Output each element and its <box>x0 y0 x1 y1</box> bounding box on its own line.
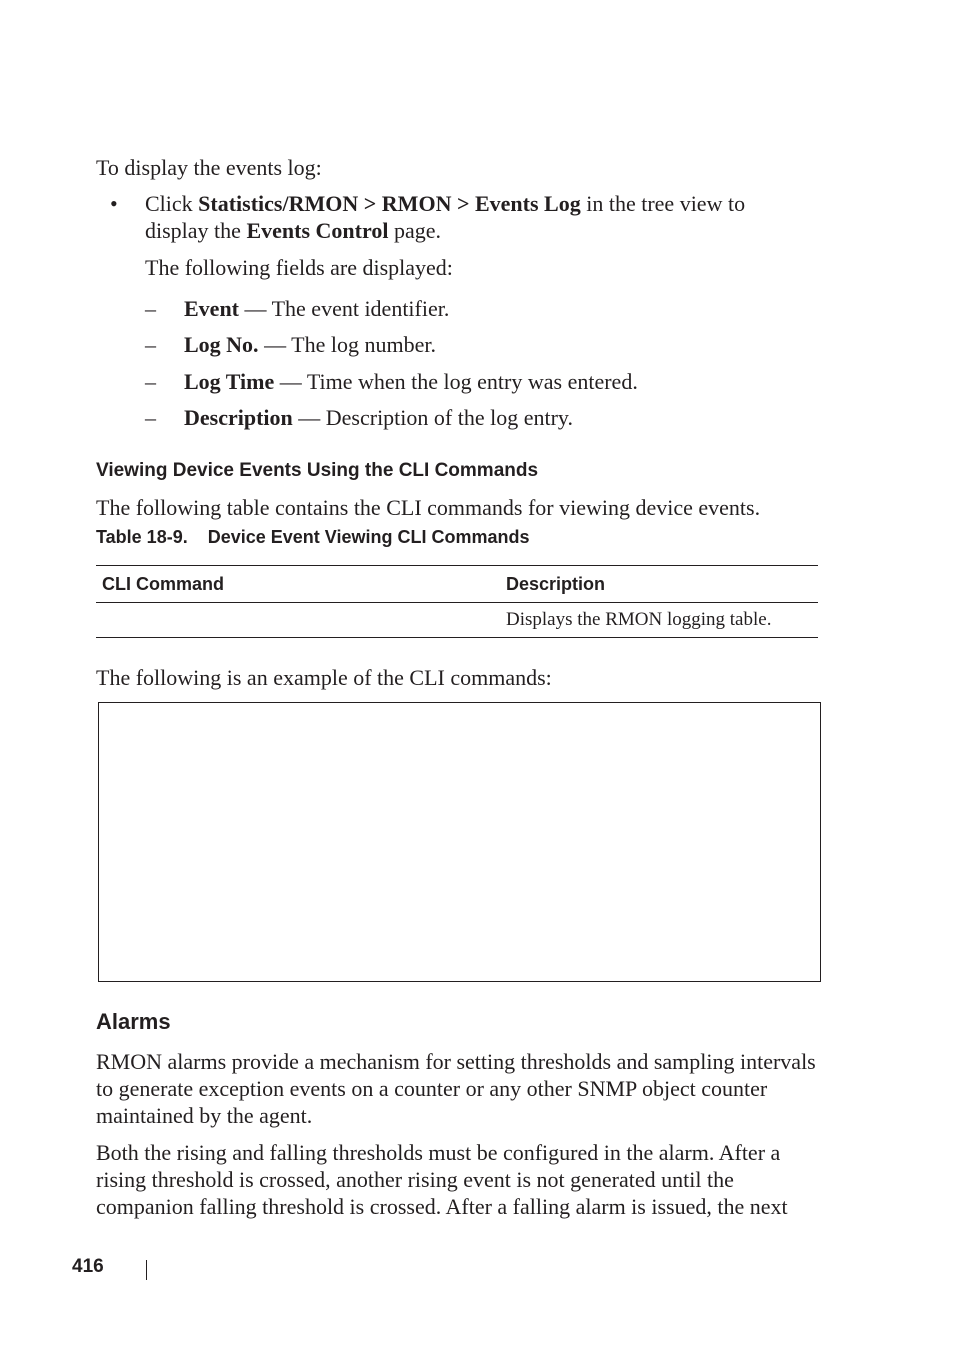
example-intro: The following is an example of the CLI commands: <box>96 665 552 690</box>
column-header-cli-command: CLI Command <box>102 573 225 594</box>
bullet-instruction <box>145 190 795 244</box>
menu-path: Statistics/RMON > RMON > Events Log <box>198 191 581 216</box>
dash-marker: – <box>145 332 156 357</box>
bullet-marker: • <box>110 191 118 216</box>
alarms-paragraph-1: RMON alarms provide a mechanism for setting thresholds and sampling intervals to generate exception events on a counter or any other SNMP object counter maintained by the agent. <box>96 1049 816 1128</box>
table-caption <box>96 527 529 548</box>
field-text <box>184 368 638 395</box>
field-name: Event <box>184 296 239 321</box>
table-header-row <box>96 566 818 603</box>
cli-commands-table <box>96 565 818 638</box>
table-cell-command <box>96 603 500 638</box>
table-caption-title: Device Event Viewing CLI Commands <box>207 527 530 547</box>
page-name: Events Control <box>246 218 389 243</box>
bullet-middle: in the tree view to display the <box>145 191 746 243</box>
table-caption-number: Table 18-9. <box>96 527 188 547</box>
dash-marker: – <box>145 296 156 321</box>
field-name: Log No. <box>184 332 259 357</box>
fields-intro: The following fields are displayed: <box>145 255 453 280</box>
field-name: Log Time <box>184 369 275 394</box>
field-text <box>184 295 449 322</box>
table-cell-description: Displays the RMON logging table. <box>506 609 772 630</box>
alarms-paragraph-2: Both the rising and falling thresholds must be configured in the alarm. After a rising threshold is crossed, another rising event is not generated until the companion falling threshold is crossed. After a falling alarm is issued, the next <box>96 1140 788 1219</box>
section-paragraph: The following table contains the CLI commands for viewing device events. <box>96 495 761 520</box>
field-text <box>184 331 436 358</box>
field-text <box>184 404 573 431</box>
field-description: — Time when the log entry was entered. <box>274 369 638 394</box>
intro-text: To display the events log: <box>96 155 322 180</box>
bullet-suffix: page. <box>388 218 441 243</box>
footer-divider <box>146 1260 147 1280</box>
alarms-heading: Alarms <box>96 1009 171 1034</box>
dash-marker: – <box>145 369 156 394</box>
table-row <box>96 603 818 638</box>
field-name: Description <box>184 405 293 430</box>
field-description: — Description of the log entry. <box>292 405 573 430</box>
column-header-description: Description <box>506 573 606 594</box>
field-description: — The log number. <box>258 332 436 357</box>
dash-marker: – <box>145 405 156 430</box>
section-subheading: Viewing Device Events Using the CLI Commands <box>96 460 539 481</box>
cli-example-box <box>98 702 821 982</box>
bullet-prefix: Click <box>145 191 199 216</box>
field-description: — The event identifier. <box>239 296 450 321</box>
page-number: 416 <box>72 1256 104 1277</box>
